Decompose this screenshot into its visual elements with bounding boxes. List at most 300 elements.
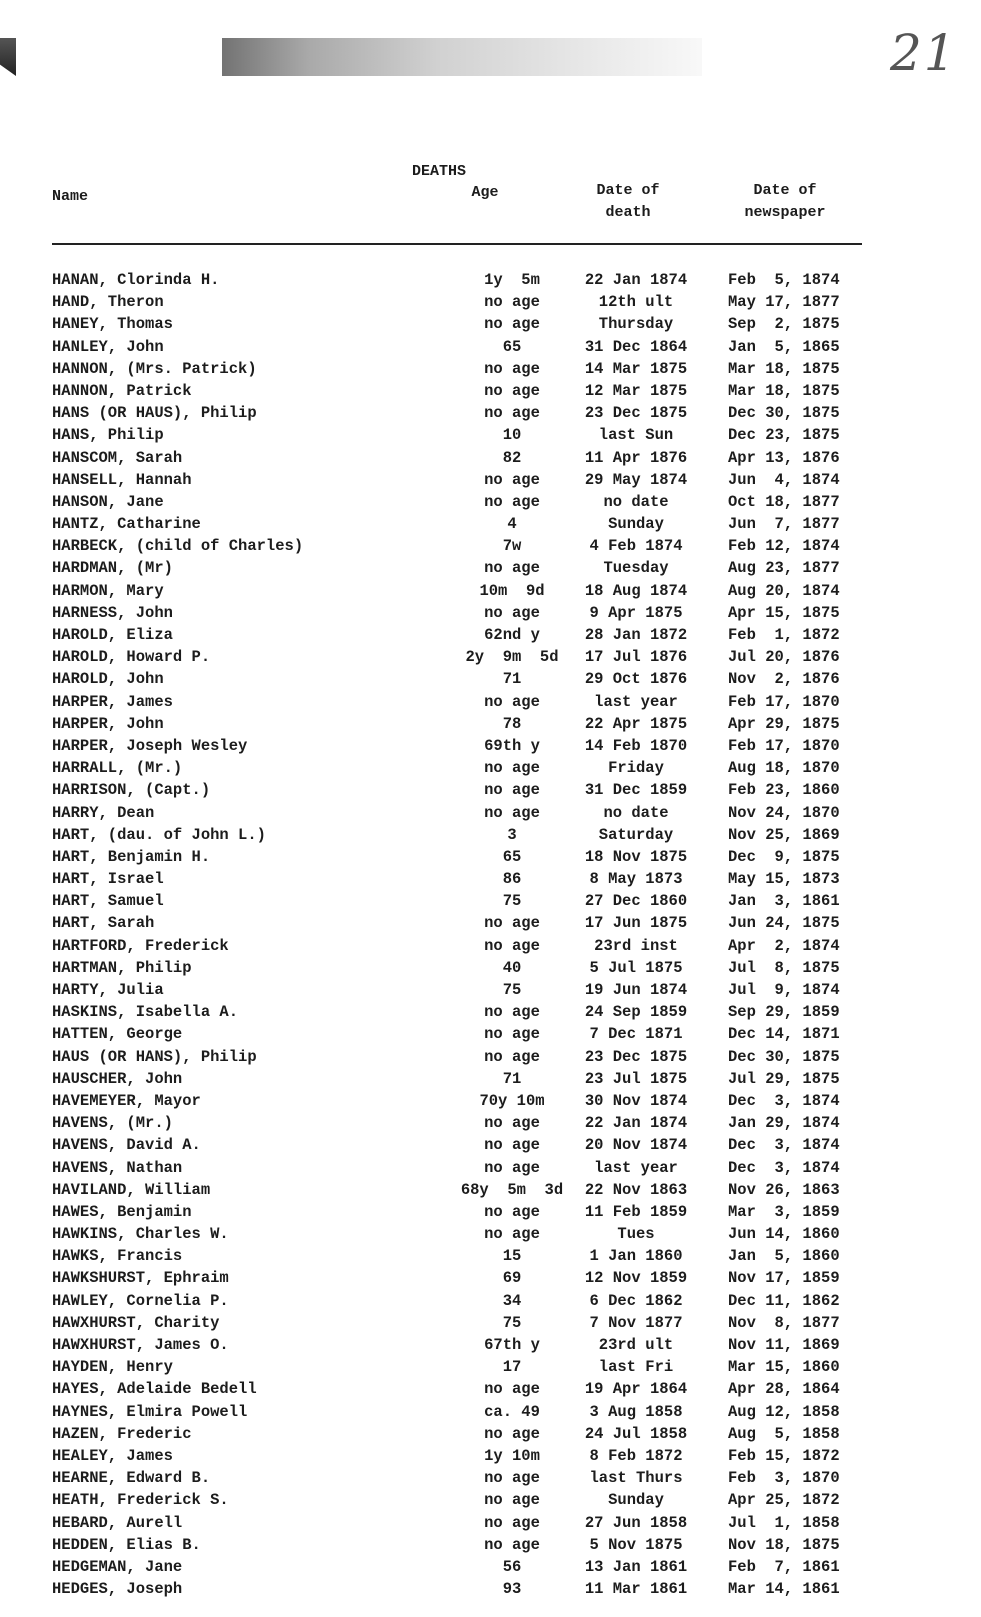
age-cell: no age	[484, 603, 540, 622]
name-cell: HARNESS, John	[52, 603, 173, 622]
date-of-death-cell: Friday	[608, 759, 664, 778]
age-cell: no age	[484, 315, 540, 334]
date-of-newspaper-cell: Nov 25, 1869	[728, 825, 840, 844]
date-of-newspaper-cell: Feb 15, 1872	[728, 1446, 840, 1465]
table-row	[52, 935, 872, 957]
age-cell: no age	[484, 1469, 540, 1488]
table-row	[52, 1001, 872, 1023]
table-row	[52, 1068, 872, 1090]
table-row	[52, 1179, 872, 1201]
table-row	[52, 535, 872, 557]
name-cell: HAVENS, David A.	[52, 1136, 201, 1155]
name-cell: HANS (OR HAUS), Philip	[52, 404, 257, 423]
name-cell: HANAN, Clorinda H.	[52, 271, 220, 289]
name-cell: HARRISON, (Capt.)	[52, 781, 211, 800]
table-row	[52, 269, 872, 291]
date-of-death-cell: 7 Nov 1877	[589, 1313, 683, 1332]
table-row	[52, 691, 872, 713]
name-cell: HARDMAN, (Mr)	[52, 559, 173, 578]
date-of-death-cell: no date	[603, 492, 669, 511]
table-row	[52, 313, 872, 335]
age-cell: 40	[502, 958, 522, 977]
date-of-death-cell: 17 Jul 1876	[584, 648, 688, 667]
age-cell: no age	[484, 1225, 540, 1244]
date-of-death-cell: 24 Sep 1859	[584, 1003, 688, 1022]
name-cell: HAVENS, Nathan	[52, 1158, 183, 1177]
date-of-death-cell: Tues	[617, 1225, 655, 1244]
column-header-date-of-death: Date of death	[596, 182, 660, 221]
age-cell: no age	[484, 1025, 540, 1044]
date-of-death-cell: 29 Oct 1876	[584, 670, 688, 689]
name-cell: HART, (dau. of John L.)	[52, 825, 266, 844]
table-row	[52, 1290, 872, 1312]
date-of-newspaper-cell: Nov 2, 1876	[728, 670, 840, 689]
date-of-death-cell: last Sun	[598, 426, 674, 445]
name-cell: HAWKSHURST, Ephraim	[52, 1269, 229, 1288]
date-of-newspaper-cell: Apr 25, 1872	[728, 1491, 840, 1510]
age-cell: no age	[484, 404, 540, 423]
date-of-death-cell: 12 Nov 1859	[584, 1269, 688, 1288]
table-row	[52, 957, 872, 979]
age-cell: 62nd y	[484, 626, 540, 644]
date-of-newspaper-cell: Dec 9, 1875	[728, 847, 840, 866]
age-cell: no age	[484, 381, 540, 400]
name-cell: HAWLEY, Cornelia P.	[52, 1291, 229, 1310]
age-cell: no age	[484, 1535, 540, 1554]
date-of-newspaper-cell: Feb 23, 1860	[728, 781, 840, 800]
age-cell: no age	[484, 1136, 540, 1155]
date-of-death-cell: 13 Jan 1861	[584, 1557, 688, 1576]
table-row	[52, 1112, 872, 1134]
date-of-death-cell: last Fri	[598, 1358, 674, 1377]
table-row	[52, 580, 872, 602]
name-cell: HEBARD, Aurell	[52, 1513, 183, 1532]
age-cell: no age	[484, 1424, 540, 1443]
date-of-death-cell: last year	[594, 1158, 678, 1177]
date-of-newspaper-cell: Jul 29, 1875	[728, 1069, 840, 1088]
age-cell: 69	[502, 1269, 522, 1288]
age-cell: 1y 10m	[484, 1446, 540, 1465]
age-cell: 3	[507, 825, 517, 844]
date-of-death-cell: 31 Dec 1864	[584, 337, 688, 356]
date-of-newspaper-cell: Mar 3, 1859	[728, 1202, 840, 1221]
table-row	[52, 513, 872, 535]
table-row	[52, 358, 872, 380]
date-of-newspaper-cell: Aug 20, 1874	[728, 581, 840, 600]
date-of-death-cell: 22 Jan 1874	[584, 1114, 688, 1133]
date-of-newspaper-cell: Aug 5, 1858	[728, 1424, 840, 1443]
date-of-death-cell: Saturday	[598, 825, 674, 844]
date-of-newspaper-cell: Feb 17, 1870	[728, 736, 840, 755]
age-cell: 65	[502, 337, 522, 356]
age-cell: no age	[484, 1380, 540, 1399]
date-of-death-cell: 1 Jan 1860	[589, 1247, 683, 1266]
date-of-newspaper-cell: Aug 12, 1858	[728, 1402, 840, 1421]
table-row	[52, 491, 872, 513]
table-row	[52, 779, 872, 801]
age-cell: 10m 9d	[479, 581, 545, 600]
table-row	[52, 1201, 872, 1223]
table-row	[52, 1356, 872, 1378]
name-cell: HANEY, Thomas	[52, 315, 173, 334]
name-cell: HART, Sarah	[52, 914, 155, 933]
date-of-newspaper-cell: Feb 3, 1870	[728, 1469, 840, 1488]
date-of-newspaper-cell: Jul 20, 1876	[728, 648, 840, 667]
age-cell: no age	[484, 803, 540, 822]
date-of-death-cell: 9 Apr 1875	[589, 603, 683, 622]
name-cell: HAROLD, John	[52, 670, 164, 689]
date-of-newspaper-cell: Aug 18, 1870	[728, 759, 840, 778]
name-cell: HASKINS, Isabella A.	[52, 1003, 239, 1022]
date-of-death-cell: 3 Aug 1858	[589, 1402, 683, 1421]
date-of-newspaper-cell: May 15, 1873	[728, 870, 840, 889]
table-row	[52, 1578, 872, 1600]
date-of-death-cell: 19 Apr 1864	[584, 1380, 688, 1399]
date-of-death-cell: 8 May 1873	[589, 870, 683, 889]
date-of-newspaper-cell: Aug 23, 1877	[728, 559, 840, 578]
age-cell: 67th y	[484, 1336, 540, 1354]
name-cell: HAWKINS, Charles W.	[52, 1225, 229, 1244]
table-row	[52, 646, 872, 668]
table-row	[52, 1023, 872, 1045]
name-cell: HEARNE, Edward B.	[52, 1469, 211, 1488]
age-cell: 7w	[502, 537, 522, 556]
age-cell: no age	[484, 759, 540, 778]
date-of-newspaper-cell: Jun 7, 1877	[728, 515, 840, 534]
table-row	[52, 1245, 872, 1267]
name-cell: HARRALL, (Mr.)	[52, 759, 183, 778]
date-of-death-cell: 14 Mar 1875	[584, 359, 688, 378]
table-row	[52, 1423, 872, 1445]
name-cell: HATTEN, George	[52, 1025, 183, 1044]
name-cell: HAVILAND, William	[52, 1180, 211, 1199]
date-of-death-cell: 12th ult	[598, 293, 674, 312]
date-of-newspaper-cell: Feb 5, 1874	[728, 271, 840, 289]
date-of-newspaper-cell: Nov 18, 1875	[728, 1535, 840, 1554]
date-of-newspaper-cell: Dec 3, 1874	[728, 1091, 840, 1110]
age-cell: no age	[484, 692, 540, 711]
age-cell: no age	[484, 293, 540, 312]
date-of-death-cell: 23 Dec 1875	[584, 404, 688, 423]
column-header-age: Age	[471, 184, 499, 201]
table-row	[52, 291, 872, 313]
date-of-newspaper-cell: May 17, 1877	[728, 293, 840, 312]
date-of-death-cell: 27 Jun 1858	[584, 1513, 688, 1532]
name-cell: HARTY, Julia	[52, 981, 164, 999]
table-row	[52, 824, 872, 846]
date-of-newspaper-cell: Jul 1, 1858	[728, 1513, 840, 1532]
date-of-newspaper-cell: Apr 15, 1875	[728, 603, 840, 622]
date-of-death-cell: last Thurs	[589, 1469, 683, 1488]
date-of-death-cell: 30 Nov 1874	[584, 1091, 688, 1110]
date-of-death-cell: 22 Apr 1875	[584, 714, 688, 733]
table-row	[52, 757, 872, 779]
age-cell: 17	[502, 1358, 522, 1377]
name-cell: HANLEY, John	[52, 337, 164, 356]
age-cell: 65	[502, 847, 522, 866]
table-row	[52, 846, 872, 868]
date-of-newspaper-cell: Nov 11, 1869	[728, 1336, 840, 1354]
date-of-death-cell: 23rd inst	[594, 936, 678, 955]
age-cell: 75	[502, 981, 522, 999]
age-cell: 4	[507, 515, 517, 534]
name-cell: HAUS (OR HANS), Philip	[52, 1047, 257, 1066]
age-cell: 69th y	[484, 736, 540, 755]
date-of-death-cell: 23rd ult	[598, 1336, 674, 1354]
table-row	[52, 1401, 872, 1423]
table-row	[52, 1378, 872, 1400]
name-cell: HAROLD, Howard P.	[52, 648, 211, 667]
name-cell: HEDGEMAN, Jane	[52, 1557, 183, 1576]
deaths-table	[52, 269, 872, 1600]
date-of-newspaper-cell: Nov 17, 1859	[728, 1269, 840, 1288]
table-row	[52, 469, 872, 491]
name-cell: HEALEY, James	[52, 1446, 173, 1465]
name-cell: HARTFORD, Frederick	[52, 936, 229, 955]
column-header-name: Name	[52, 188, 89, 205]
date-of-death-cell: 11 Feb 1859	[584, 1202, 688, 1221]
table-row	[52, 1267, 872, 1289]
date-of-newspaper-cell: Dec 23, 1875	[728, 426, 840, 445]
age-cell: 75	[502, 1313, 522, 1332]
date-of-newspaper-cell: Sep 2, 1875	[728, 315, 840, 334]
name-cell: HANNON, Patrick	[52, 381, 192, 400]
age-cell: 56	[502, 1557, 522, 1576]
name-cell: HEDGES, Joseph	[52, 1580, 183, 1599]
name-cell: HART, Samuel	[52, 892, 164, 911]
date-of-newspaper-cell: Dec 30, 1875	[728, 1047, 840, 1066]
date-of-death-cell: Thursday	[598, 315, 674, 334]
date-of-newspaper-cell: Mar 18, 1875	[728, 381, 840, 400]
date-of-death-cell: Tuesday	[603, 559, 669, 578]
date-of-newspaper-cell: Oct 18, 1877	[728, 492, 840, 511]
name-cell: HANNON, (Mrs. Patrick)	[52, 359, 257, 378]
age-cell: no age	[484, 359, 540, 378]
name-cell: HAWKS, Francis	[52, 1247, 183, 1266]
date-of-death-cell: 20 Nov 1874	[584, 1136, 688, 1155]
age-cell: 10	[502, 426, 522, 445]
date-of-death-cell: 8 Feb 1872	[589, 1446, 683, 1465]
table-row	[52, 336, 872, 358]
age-cell: no age	[484, 936, 540, 955]
date-of-death-cell: 5 Jul 1875	[589, 958, 683, 977]
table-row	[52, 402, 872, 424]
age-cell: ca. 49	[484, 1402, 540, 1421]
date-of-newspaper-cell: Mar 15, 1860	[728, 1358, 840, 1377]
date-of-newspaper-cell: Nov 26, 1863	[728, 1180, 840, 1199]
scan-smudge	[222, 38, 702, 76]
section-title: DEATHS	[412, 163, 467, 180]
name-cell: HAVEMEYER, Mayor	[52, 1091, 201, 1110]
date-of-newspaper-cell: Feb 12, 1874	[728, 537, 840, 556]
age-cell: no age	[484, 470, 540, 489]
name-cell: HAWXHURST, James O.	[52, 1336, 229, 1354]
age-cell: 78	[502, 714, 522, 733]
table-row	[52, 1489, 872, 1511]
date-of-newspaper-cell: Jul 8, 1875	[728, 958, 840, 977]
age-cell: 86	[502, 870, 522, 889]
date-of-death-cell: 6 Dec 1862	[589, 1291, 683, 1310]
name-cell: HART, Benjamin H.	[52, 847, 211, 866]
date-of-death-cell: Sunday	[608, 515, 664, 534]
date-of-death-cell: 23 Jul 1875	[584, 1069, 688, 1088]
date-of-death-cell: 18 Nov 1875	[584, 847, 688, 866]
name-cell: HARMON, Mary	[52, 581, 164, 600]
table-row	[52, 1512, 872, 1534]
age-cell: 70y 10m	[479, 1091, 545, 1110]
age-cell: no age	[484, 492, 540, 511]
date-of-death-cell: Sunday	[608, 1491, 664, 1510]
table-row	[52, 1445, 872, 1467]
name-cell: HAZEN, Frederic	[52, 1424, 192, 1443]
date-of-newspaper-cell: Feb 17, 1870	[728, 692, 840, 711]
scan-corner-mark	[0, 38, 16, 76]
age-cell: 71	[502, 1069, 522, 1088]
date-of-newspaper-cell: Apr 13, 1876	[728, 448, 840, 467]
date-of-newspaper-cell: Apr 2, 1874	[728, 936, 840, 955]
age-cell: 75	[502, 892, 522, 911]
age-cell: 15	[502, 1247, 522, 1266]
date-of-death-cell: 28 Jan 1872	[584, 626, 688, 644]
name-cell: HAVENS, (Mr.)	[52, 1114, 173, 1133]
age-cell: 93	[502, 1580, 522, 1599]
name-cell: HAWXHURST, Charity	[52, 1313, 220, 1332]
table-row	[52, 1312, 872, 1334]
table-row	[52, 802, 872, 824]
date-of-death-cell: 22 Jan 1874	[584, 271, 688, 289]
table-row	[52, 1334, 872, 1356]
date-of-newspaper-cell: Dec 30, 1875	[728, 404, 840, 423]
name-cell: HARPER, Joseph Wesley	[52, 736, 248, 755]
name-cell: HEDDEN, Elias B.	[52, 1535, 201, 1554]
date-of-death-cell: last year	[594, 692, 678, 711]
name-cell: HAND, Theron	[52, 293, 164, 312]
date-of-death-cell: 5 Nov 1875	[589, 1535, 683, 1554]
date-of-newspaper-cell: Jan 5, 1865	[728, 337, 840, 356]
date-of-death-cell: 17 Jun 1875	[584, 914, 688, 933]
name-cell: HEATH, Frederick S.	[52, 1491, 229, 1510]
age-cell: no age	[484, 781, 540, 800]
date-of-newspaper-cell: Nov 8, 1877	[728, 1313, 840, 1332]
table-row	[52, 868, 872, 890]
age-cell: no age	[484, 914, 540, 933]
date-of-newspaper-cell: Nov 24, 1870	[728, 803, 840, 822]
table-row	[52, 1046, 872, 1068]
name-cell: HANTZ, Catharine	[52, 515, 201, 534]
date-of-death-cell: 22 Nov 1863	[584, 1180, 688, 1199]
page-number: 21	[890, 24, 958, 82]
date-of-death-cell: 12 Mar 1875	[584, 381, 688, 400]
name-cell: HAYNES, Elmira Powell	[52, 1402, 248, 1421]
table-row	[52, 1223, 872, 1245]
age-cell: 1y 5m	[484, 271, 540, 289]
name-cell: HANSON, Jane	[52, 492, 164, 511]
date-of-newspaper-cell: Dec 11, 1862	[728, 1291, 840, 1310]
column-header-date-of-newspaper: Date of newspaper	[744, 182, 826, 221]
date-of-death-cell: 18 Aug 1874	[584, 581, 688, 600]
date-of-death-cell: 24 Jul 1858	[584, 1424, 688, 1443]
table-row	[52, 1134, 872, 1156]
name-cell: HANSELL, Hannah	[52, 470, 192, 489]
name-cell: HARPER, John	[52, 714, 164, 733]
name-cell: HANSCOM, Sarah	[52, 448, 183, 467]
date-of-newspaper-cell: Jun 4, 1874	[728, 470, 840, 489]
date-of-death-cell: 23 Dec 1875	[584, 1047, 688, 1066]
date-of-newspaper-cell: Sep 29, 1859	[728, 1003, 840, 1022]
table-row	[52, 380, 872, 402]
name-cell: HAUSCHER, John	[52, 1069, 183, 1088]
age-cell: no age	[484, 1158, 540, 1177]
date-of-death-cell: 29 May 1874	[584, 470, 688, 489]
date-of-newspaper-cell: Mar 18, 1875	[728, 359, 840, 378]
age-cell: no age	[484, 559, 540, 578]
age-cell: 71	[502, 670, 522, 689]
name-cell: HARTMAN, Philip	[52, 958, 192, 977]
date-of-newspaper-cell: Feb 7, 1861	[728, 1557, 840, 1576]
date-of-newspaper-cell: Dec 3, 1874	[728, 1136, 840, 1155]
name-cell: HANS, Philip	[52, 426, 164, 445]
table-row	[52, 602, 872, 624]
age-cell: 68y 5m 3d	[460, 1180, 564, 1199]
date-of-newspaper-cell: Jun 14, 1860	[728, 1225, 840, 1244]
date-of-newspaper-cell: Dec 14, 1871	[728, 1025, 840, 1044]
table-row	[52, 447, 872, 469]
table-row	[52, 1157, 872, 1179]
date-of-death-cell: 14 Feb 1870	[584, 736, 688, 755]
name-cell: HARRY, Dean	[52, 803, 155, 822]
date-of-death-cell: 7 Dec 1871	[589, 1025, 683, 1044]
name-cell: HAYES, Adelaide Bedell	[52, 1380, 257, 1399]
table-row	[52, 890, 872, 912]
date-of-newspaper-cell: Mar 14, 1861	[728, 1580, 840, 1599]
age-cell: no age	[484, 1114, 540, 1133]
date-of-death-cell: 11 Apr 1876	[584, 448, 688, 467]
age-cell: no age	[484, 1047, 540, 1066]
date-of-newspaper-cell: Jan 5, 1860	[728, 1247, 840, 1266]
age-cell: no age	[484, 1491, 540, 1510]
name-cell: HAYDEN, Henry	[52, 1358, 173, 1377]
age-cell: no age	[484, 1202, 540, 1221]
table-row	[52, 668, 872, 690]
table-row	[52, 624, 872, 646]
date-of-newspaper-cell: Jan 29, 1874	[728, 1114, 840, 1133]
date-of-death-cell: no date	[603, 803, 669, 822]
name-cell: HARPER, James	[52, 692, 173, 711]
date-of-newspaper-cell: Feb 1, 1872	[728, 626, 840, 644]
table-row	[52, 912, 872, 934]
date-of-newspaper-cell: Jan 3, 1861	[728, 892, 840, 911]
date-of-newspaper-cell: Jun 24, 1875	[728, 914, 840, 933]
age-cell: no age	[484, 1513, 540, 1532]
date-of-death-cell: 4 Feb 1874	[589, 537, 683, 556]
table-row	[52, 1090, 872, 1112]
header-rule	[52, 243, 862, 245]
table-row	[52, 735, 872, 757]
date-of-death-cell: 19 Jun 1874	[584, 981, 688, 999]
date-of-newspaper-cell: Jul 9, 1874	[728, 981, 840, 999]
age-cell: 34	[502, 1291, 522, 1310]
name-cell: HART, Israel	[52, 870, 164, 889]
date-of-newspaper-cell: Dec 3, 1874	[728, 1158, 840, 1177]
name-cell: HAWES, Benjamin	[52, 1202, 192, 1221]
table-row	[52, 557, 872, 579]
table-row	[52, 1556, 872, 1578]
age-cell: 82	[502, 448, 522, 467]
date-of-death-cell: 11 Mar 1861	[584, 1580, 688, 1599]
date-of-death-cell: 27 Dec 1860	[584, 892, 688, 911]
table-row	[52, 1467, 872, 1489]
age-cell: 2y 9m 5d	[465, 648, 559, 667]
